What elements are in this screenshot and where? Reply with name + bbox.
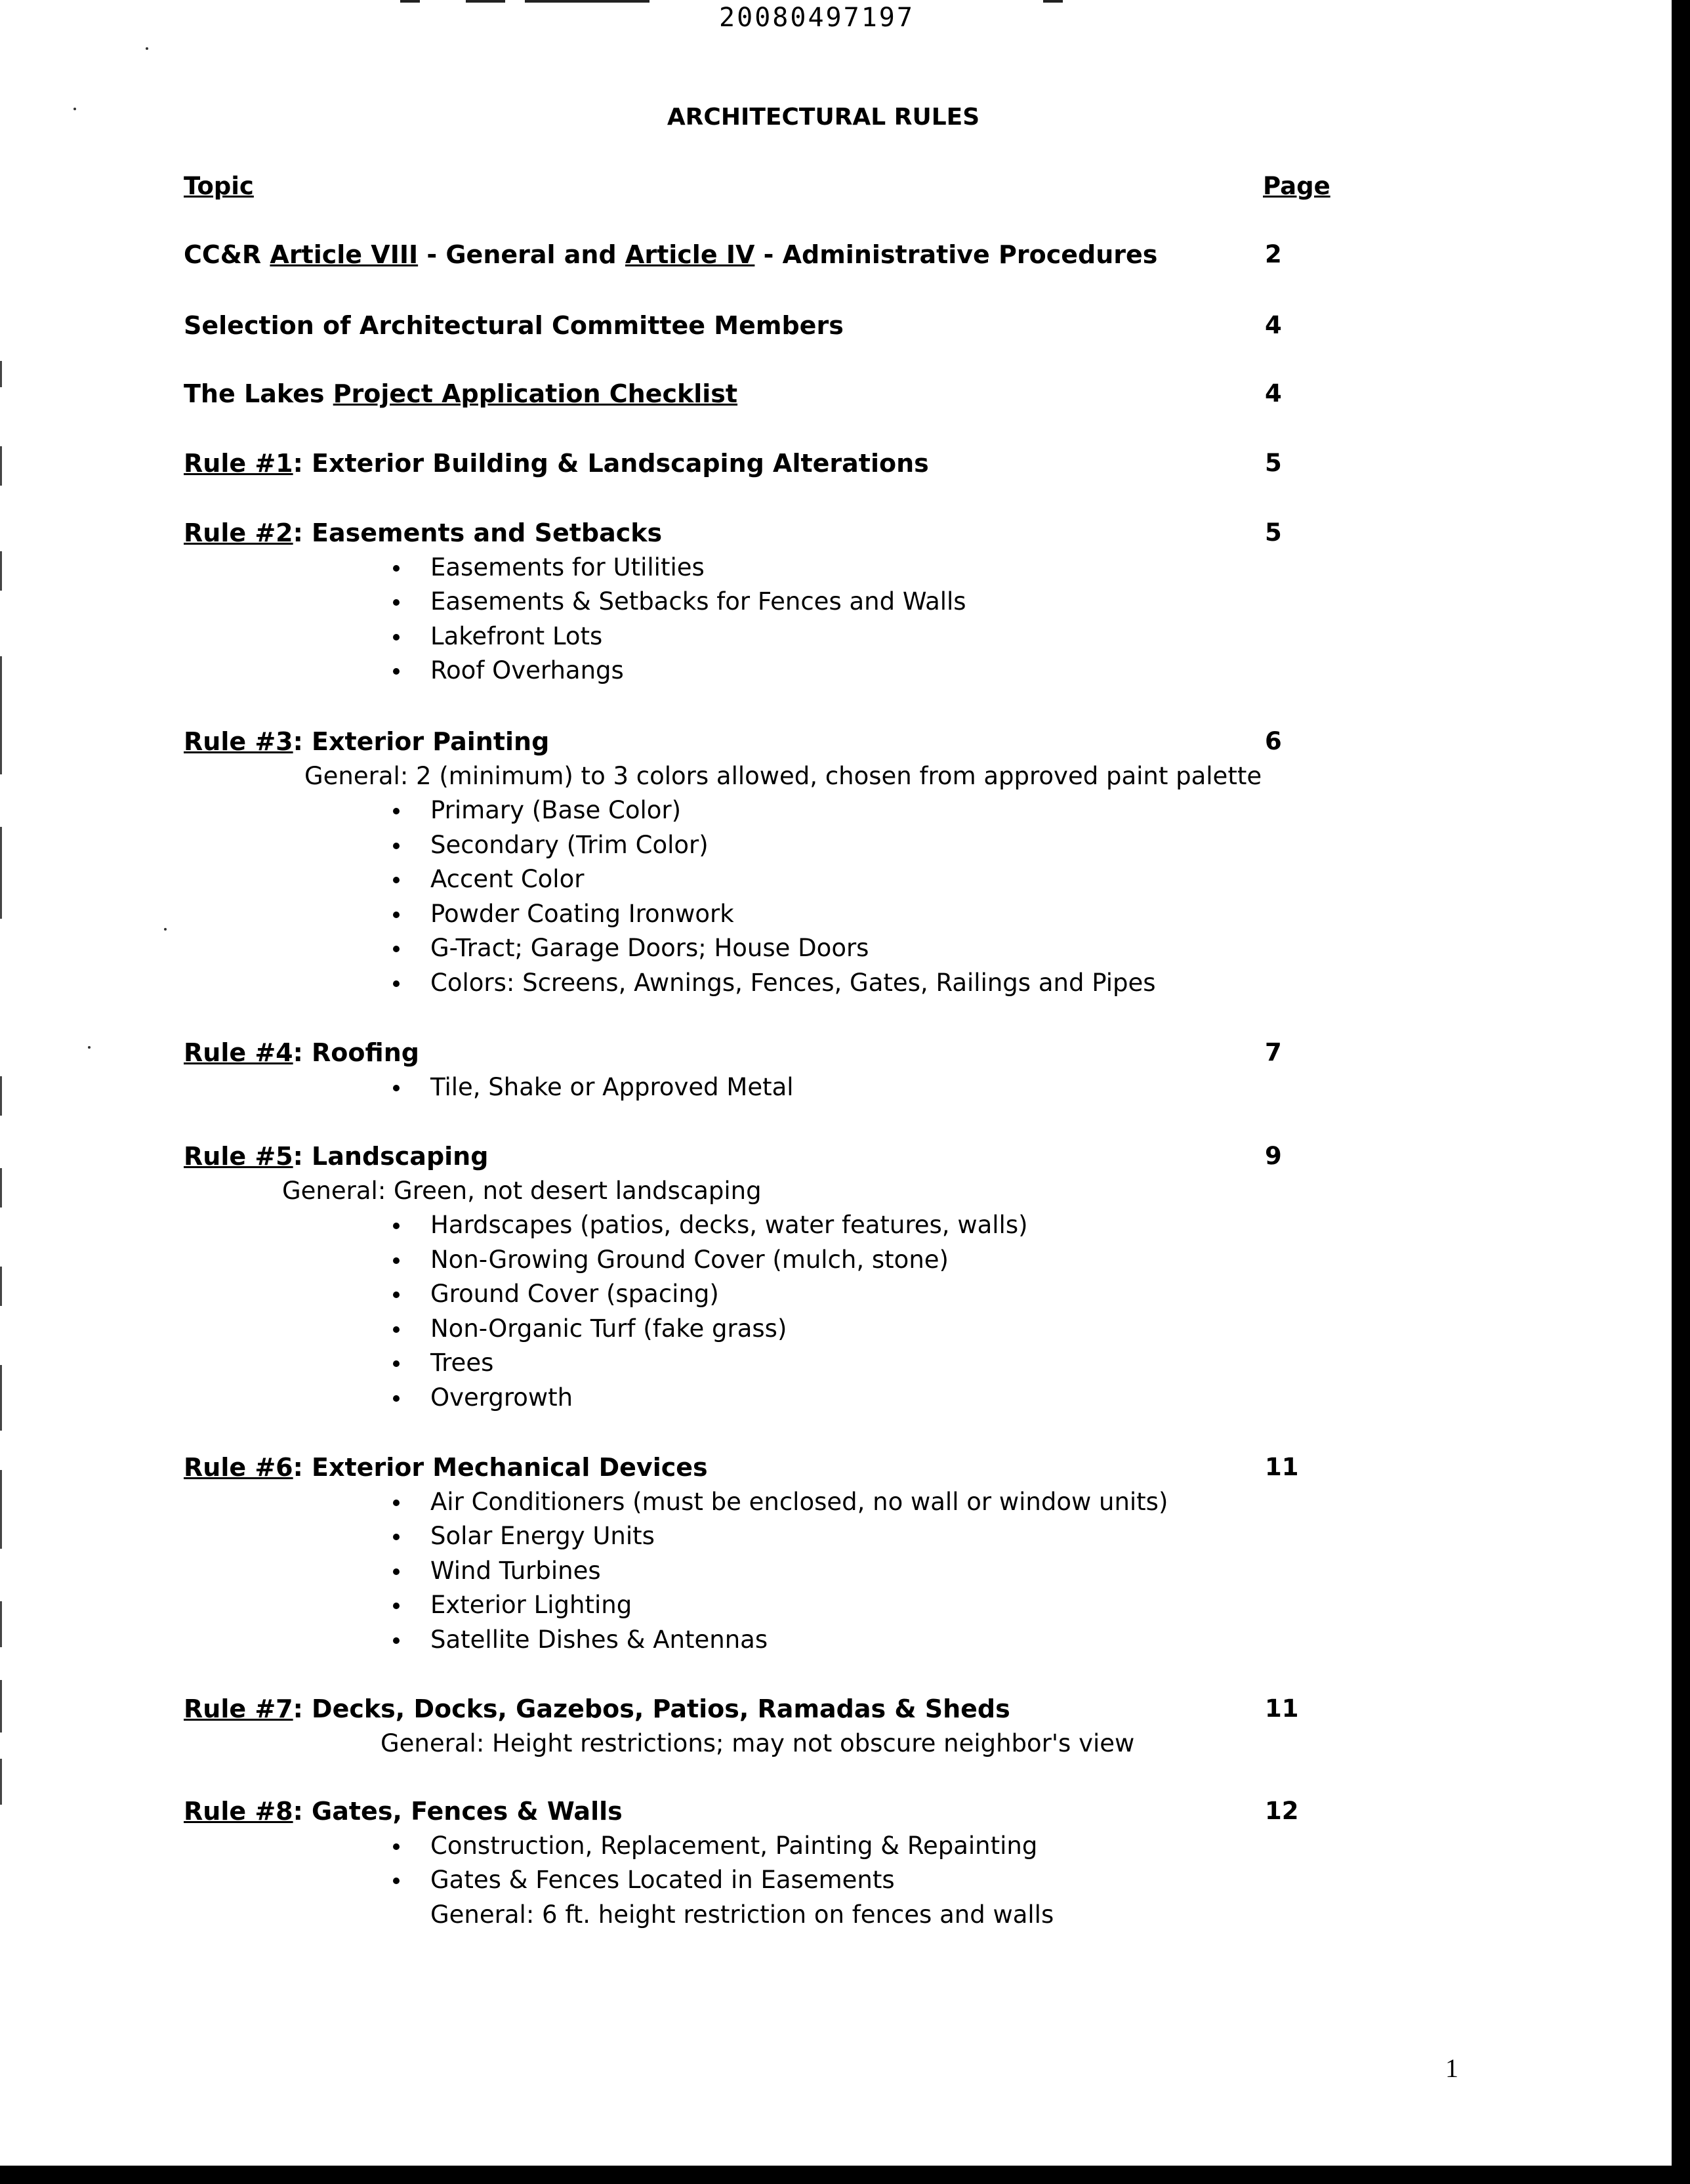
toc-entry-page-number: 2 xyxy=(1265,240,1282,268)
topic-text-part: : Roofing xyxy=(293,1038,419,1067)
bullet-dot-icon xyxy=(393,877,400,883)
bullet-item-text: Roof Overhangs xyxy=(430,656,624,684)
bullet-dot-icon xyxy=(393,1878,400,1884)
topic-text-part: : Easements and Setbacks xyxy=(293,518,663,547)
topic-text-part: : Exterior Painting xyxy=(293,727,550,756)
topic-text-part: Rule #1 xyxy=(184,449,293,478)
bullet-item-text: Non-Growing Ground Cover (mulch, stone) xyxy=(430,1245,949,1274)
toc-entry-topic xyxy=(184,446,929,480)
bullet-dot-icon xyxy=(393,946,400,952)
topic-text-part: : Exterior Mechanical Devices xyxy=(293,1453,708,1482)
column-header-topic: Topic xyxy=(184,172,254,200)
scan-left-edge-marks xyxy=(0,0,3,2166)
toc-entry-page-number: 6 xyxy=(1265,727,1282,755)
toc-entry-page-number: 11 xyxy=(1265,1694,1299,1723)
bullet-dot-icon xyxy=(393,1843,400,1850)
scan-speck xyxy=(88,1046,91,1049)
bullet-dot-icon xyxy=(393,1360,400,1367)
toc-entry-topic xyxy=(184,1450,708,1484)
topic-text-part: Rule #2 xyxy=(184,518,293,547)
page-number: 1 xyxy=(1445,2053,1458,2083)
topic-text-part: CC&R xyxy=(184,240,270,269)
toc-entry-topic xyxy=(184,308,844,343)
topic-text-part: Article IV xyxy=(625,240,755,269)
toc-entry-sub-note: General: 6 ft. height restriction on fences and walls xyxy=(430,1900,1054,1929)
toc-entry-page-number: 5 xyxy=(1265,449,1282,477)
topic-text-part: Rule #6 xyxy=(184,1453,293,1482)
toc-entry-general-note: General: 2 (minimum) to 3 colors allowed, chosen from approved paint palette xyxy=(304,761,1262,790)
bullet-item-text: Easements & Setbacks for Fences and Walls xyxy=(430,587,966,616)
toc-entry-page-number: 5 xyxy=(1265,518,1282,547)
topic-text-part: : Decks, Docks, Gazebos, Patios, Ramadas & Sheds xyxy=(293,1694,1010,1723)
bullet-dot-icon xyxy=(393,1326,400,1333)
bullet-item-text: Tile, Shake or Approved Metal xyxy=(430,1072,794,1101)
bullet-item-text: Lakefront Lots xyxy=(430,621,603,650)
toc-entry-general-note: General: Height restrictions; may not obscure neighbor's view xyxy=(381,1729,1135,1757)
toc-entry-topic xyxy=(184,1794,623,1828)
bullet-item-text: Non-Organic Turf (fake grass) xyxy=(430,1314,787,1343)
bullet-dot-icon xyxy=(393,1223,400,1229)
bullet-item-text: Ground Cover (spacing) xyxy=(430,1280,719,1308)
topic-text-part: Article VIII xyxy=(270,240,419,269)
topic-text-part: The Lakes xyxy=(184,379,333,408)
bullet-dot-icon xyxy=(393,634,400,640)
bullet-dot-icon xyxy=(393,1500,400,1506)
toc-entry-page-number: 9 xyxy=(1265,1142,1282,1170)
topic-text-part: - General and xyxy=(418,240,625,269)
bullet-dot-icon xyxy=(393,1568,400,1575)
bullet-item-text: Exterior Lighting xyxy=(430,1591,632,1619)
topic-text-part: Selection of Architectural Committee Members xyxy=(184,311,844,340)
page-title: ARCHITECTURAL RULES xyxy=(667,104,980,131)
topic-text-part: Project Application Checklist xyxy=(333,379,738,408)
bullet-dot-icon xyxy=(393,1085,400,1091)
toc-entry-topic xyxy=(184,1692,1010,1726)
toc-entry-page-number: 7 xyxy=(1265,1038,1282,1066)
column-header-page: Page xyxy=(1263,172,1330,200)
bullet-item-text: Colors: Screens, Awnings, Fences, Gates, Railings and Pipes xyxy=(430,968,1156,997)
topic-text-part: - Administrative Procedures xyxy=(754,240,1158,269)
document-id: 20080497197 xyxy=(719,3,915,33)
bullet-item-text: Gates & Fences Located in Easements xyxy=(430,1866,895,1894)
toc-entry-topic xyxy=(184,1139,488,1173)
topic-text-part: Rule #3 xyxy=(184,727,293,756)
toc-entry-page-number: 12 xyxy=(1265,1797,1299,1825)
topic-text-part: Rule #5 xyxy=(184,1142,293,1171)
toc-entry-topic xyxy=(184,377,737,411)
bullet-item-text: Air Conditioners (must be enclosed, no wall or window units) xyxy=(430,1487,1168,1516)
topic-text-part: Rule #8 xyxy=(184,1797,293,1826)
topic-text-part: : Landscaping xyxy=(293,1142,489,1171)
bullet-item-text: Wind Turbines xyxy=(430,1556,601,1585)
bullet-dot-icon xyxy=(393,1534,400,1540)
toc-entry-general-note: General: Green, not desert landscaping xyxy=(282,1176,762,1205)
bullet-dot-icon xyxy=(393,1637,400,1644)
bullet-item-text: Satellite Dishes & Antennas xyxy=(430,1625,768,1654)
bullet-item-text: Hardscapes (patios, decks, water features, walls) xyxy=(430,1211,1028,1239)
toc-entry-topic xyxy=(184,516,662,550)
bullet-dot-icon xyxy=(393,1603,400,1609)
bullet-dot-icon xyxy=(393,808,400,814)
bullet-dot-icon xyxy=(393,912,400,918)
bullet-item-text: Accent Color xyxy=(430,865,585,893)
scan-border-right xyxy=(1672,0,1690,2184)
topic-text-part: : Gates, Fences & Walls xyxy=(293,1797,623,1826)
bullet-item-text: Overgrowth xyxy=(430,1383,573,1412)
toc-entry-page-number: 4 xyxy=(1265,311,1282,339)
bullet-dot-icon xyxy=(393,843,400,849)
bullet-item-text: G-Tract; Garage Doors; House Doors xyxy=(430,934,869,962)
bullet-item-text: Construction, Replacement, Painting & Repainting xyxy=(430,1831,1038,1860)
topic-text-part: Rule #4 xyxy=(184,1038,293,1067)
bullet-dot-icon xyxy=(393,1292,400,1298)
bullet-item-text: Solar Energy Units xyxy=(430,1522,655,1550)
bullet-item-text: Secondary (Trim Color) xyxy=(430,830,709,859)
toc-entry-topic xyxy=(184,724,549,759)
toc-entry-topic xyxy=(184,1036,419,1070)
bullet-item-text: Easements for Utilities xyxy=(430,553,705,581)
bullet-dot-icon xyxy=(393,980,400,987)
topic-text-part: : Exterior Building & Landscaping Alterations xyxy=(293,449,929,478)
bullet-item-text: Primary (Base Color) xyxy=(430,796,682,824)
toc-entry-page-number: 11 xyxy=(1265,1453,1299,1481)
bullet-dot-icon xyxy=(393,1257,400,1264)
scan-speck xyxy=(146,47,148,50)
toc-entry-topic xyxy=(184,238,1157,272)
bullet-dot-icon xyxy=(393,1395,400,1402)
topic-text-part: Rule #7 xyxy=(184,1694,293,1723)
bullet-dot-icon xyxy=(393,599,400,606)
bullet-item-text: Trees xyxy=(430,1349,494,1377)
scan-speck xyxy=(164,928,167,931)
bullet-dot-icon xyxy=(393,668,400,675)
bullet-item-text: Powder Coating Ironwork xyxy=(430,899,734,928)
toc-entry-page-number: 4 xyxy=(1265,379,1282,408)
scan-border-bottom xyxy=(0,2166,1690,2184)
bullet-dot-icon xyxy=(393,565,400,572)
